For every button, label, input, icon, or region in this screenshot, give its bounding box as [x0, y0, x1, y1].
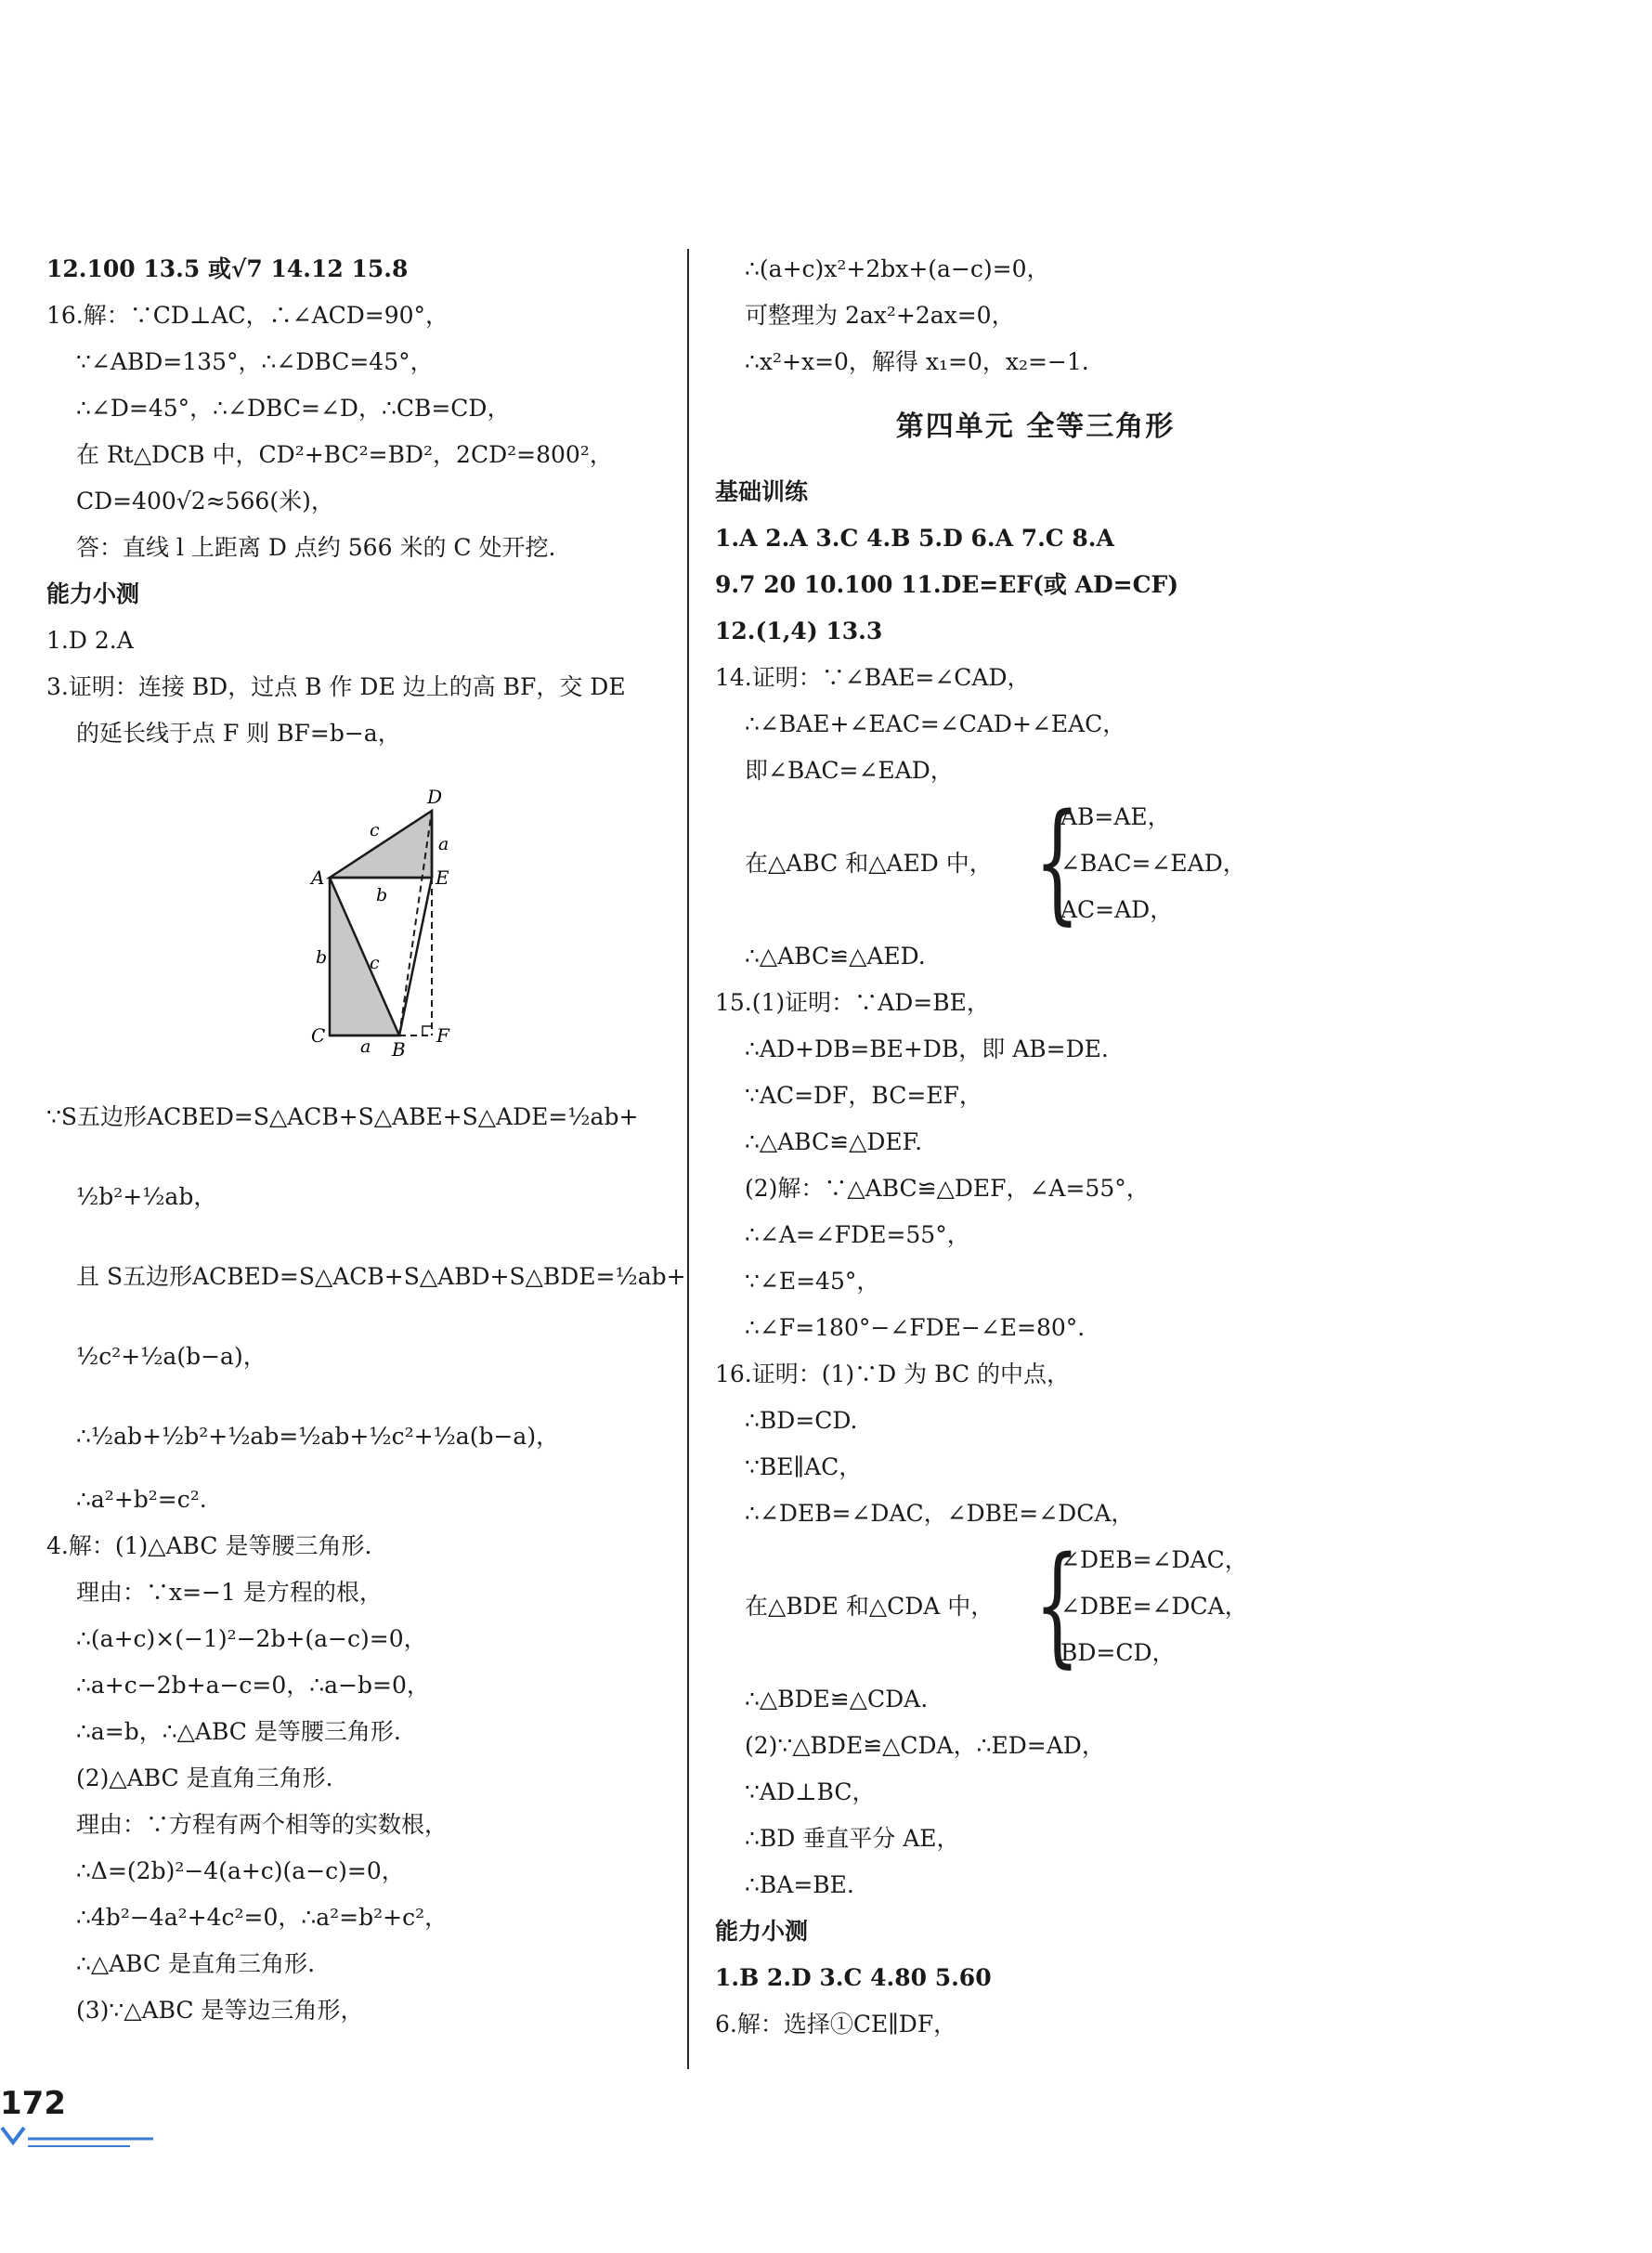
answer-line: ∵BE∥AC，: [745, 1453, 863, 1480]
answer-line: ∵∠ABD=135°，∴∠DBC=45°，: [76, 348, 434, 375]
brace-symbol: {: [1034, 1530, 1080, 1681]
answer-line: ∴BD=CD.: [745, 1407, 858, 1434]
answer-line: 的延长线于点 F 则 BF=b−a，: [76, 720, 401, 747]
answer-line: ½b²+½ab，: [76, 1183, 217, 1210]
answer-line: 答：直线 l 上距离 D 点约 566 米的 C 处开挖.: [76, 534, 556, 561]
label-c-AB: c: [370, 953, 380, 973]
answer-line: ∴Δ=(2b)²−4(a+c)(a−c)=0，: [76, 1857, 405, 1884]
answer-line: ∴BD 垂直平分 AE，: [745, 1825, 960, 1852]
answer-line: ∴△ABC 是直角三角形.: [76, 1950, 316, 1977]
label-b-AE: b: [376, 885, 388, 905]
answer-line: ∴BA=BE.: [745, 1871, 854, 1898]
label-a-DE: a: [438, 834, 449, 854]
brace-item: AB=AE，: [1060, 803, 1171, 830]
answer-line: 理由：∵方程有两个相等的实数根，: [76, 1811, 449, 1838]
answer-line: 1.D 2.A: [46, 627, 134, 654]
label-C: C: [311, 1024, 326, 1047]
answer-line: ∴½ab+½b²+½ab=½ab+½c²+½a(b−a)，: [76, 1423, 560, 1450]
triangle-ACB-shaded: [330, 878, 399, 1035]
answer-line: ∴(a+c)x²+2bx+(a−c)=0，: [745, 255, 1050, 282]
answer-line: 14.证明：∵∠BAE=∠CAD，: [715, 664, 1031, 691]
answer-line: ∴△BDE≌△CDA.: [745, 1686, 929, 1713]
answer-line: (2)解：∵△ABC≌△DEF，∠A=55°，: [745, 1175, 1150, 1202]
answer-line: ∴∠BAE+∠EAC=∠CAD+∠EAC，: [745, 710, 1126, 737]
answer-line: ∵AD⊥BC，: [745, 1778, 876, 1805]
answer-line: 12.(1,4) 13.3: [715, 618, 883, 645]
answer-line: 1.A 2.A 3.C 4.B 5.D 6.A 7.C 8.A: [715, 525, 1114, 552]
page-corner-mark: [0, 2122, 158, 2159]
right-column: [715, 246, 1356, 2048]
answer-line: ∵∠E=45°，: [745, 1268, 880, 1295]
answer-line: 1.B 2.D 3.C 4.80 5.60: [715, 1964, 992, 1991]
brace-symbol: {: [1034, 787, 1080, 938]
answer-line: (3)∵△ABC 是等边三角形，: [76, 1997, 364, 2024]
label-a-CB: a: [360, 1036, 371, 1057]
triangle-ADE-shaded: [330, 811, 432, 878]
answer-line: ∵S五边形ACBED=S△ACB+S△ABE+S△ADE=½ab+: [46, 1103, 639, 1130]
left-column: [46, 246, 686, 2034]
section-heading: 基础训练: [715, 478, 809, 505]
answer-line: 在 Rt△DCB 中，CD²+BC²=BD²，2CD²=800²，: [76, 441, 613, 468]
answer-line: ∴∠DEB=∠DAC，∠DBE=∠DCA，: [745, 1500, 1135, 1527]
proof-brace-group-1: [715, 787, 1356, 938]
section-heading: 能力小测: [715, 1918, 809, 1945]
brace-item: ∠DBE=∠DCA，: [1060, 1593, 1248, 1620]
answer-line: ∴x²+x=0，解得 x₁=0，x₂=−1.: [745, 348, 1089, 375]
brace-item: ∠DEB=∠DAC，: [1060, 1546, 1248, 1573]
answer-line: ∴∠D=45°，∴∠DBC=∠D，∴CB=CD，: [76, 395, 511, 422]
answer-line: ∴AD+DB=BE+DB，即 AB=DE.: [745, 1035, 1109, 1062]
brace-lead: 在△ABC 和△AED 中，: [745, 850, 993, 877]
answer-line: 可整理为 2ax²+2ax=0，: [745, 302, 1015, 329]
answer-line: ∴a²+b²=c².: [76, 1486, 207, 1513]
answer-line: 理由：∵x=−1 是方程的根，: [76, 1579, 383, 1606]
answer-line: ½c²+½a(b−a)，: [76, 1343, 267, 1370]
answer-line: ∴a=b，∴△ABC 是等腰三角形.: [76, 1718, 401, 1745]
answer-line: 15.(1)证明：∵AD=BE，: [715, 989, 990, 1016]
answer-line: ∴∠F=180°−∠FDE−∠E=80°.: [745, 1314, 1086, 1341]
label-A: A: [311, 866, 325, 889]
answer-line: ∴△ABC≌△AED.: [745, 943, 926, 970]
answer-line: ∴4b²−4a²+4c²=0，∴a²=b²+c²，: [76, 1904, 449, 1931]
answer-line: 12.100 13.5 或√7 14.12 15.8: [46, 255, 409, 282]
page-number: 172: [0, 2085, 66, 2122]
label-B: B: [392, 1038, 406, 1061]
label-c-AD: c: [370, 820, 380, 840]
unit-title: 第四单元 全等三角形: [895, 410, 1176, 443]
chevron-down-icon: [2, 2128, 24, 2142]
answer-line: 16.证明：(1)∵D 为 BC 的中点，: [715, 1361, 1071, 1387]
proof-brace-group-2: [715, 1530, 1356, 1681]
answer-line: 4.解：(1)△ABC 是等腰三角形.: [46, 1532, 372, 1559]
answer-line: ∵AC=DF，BC=EF，: [745, 1082, 982, 1109]
brace-item: ∠BAC=∠EAD，: [1060, 850, 1246, 877]
column-divider: [687, 249, 689, 2069]
answer-line: ∴(a+c)×(−1)²−2b+(a−c)=0，: [76, 1625, 427, 1652]
answer-line: 3.证明：连接 BD，过点 B 作 DE 边上的高 BF，交 DE: [46, 673, 626, 700]
label-E: E: [436, 866, 449, 889]
right-angle-mark: [423, 1026, 432, 1035]
geometry-figure: [260, 757, 501, 1077]
answer-line: 16.解：∵CD⊥AC，∴∠ACD=90°，: [46, 302, 449, 329]
answer-line: ∴a+c−2b+a−c=0，∴a−b=0，: [76, 1672, 430, 1699]
brace-item: AC=AD，: [1060, 896, 1174, 923]
answer-line: 即∠BAC=∠EAD，: [745, 757, 954, 784]
brace-item: BD=CD，: [1060, 1639, 1176, 1666]
answer-line: 且 S五边形ACBED=S△ACB+S△ABD+S△BDE=½ab+: [76, 1263, 686, 1290]
answer-line: ∴∠A=∠FDE=55°，: [745, 1221, 970, 1248]
answer-line: (2)∵△BDE≌△CDA，∴ED=AD，: [745, 1732, 1105, 1759]
brace-lead: 在△BDE 和△CDA 中，: [745, 1593, 995, 1620]
answer-line: (2)△ABC 是直角三角形.: [76, 1765, 333, 1791]
label-b-AC: b: [316, 947, 328, 968]
answer-line: 6.解：选择①CE∥DF，: [715, 2011, 957, 2038]
answer-line: CD=400√2≈566(米)，: [76, 488, 334, 514]
segment-BE: [399, 878, 432, 1035]
answer-line: 9.7 20 10.100 11.DE=EF(或 AD=CF): [715, 571, 1179, 598]
label-F: F: [436, 1024, 449, 1047]
section-heading: 能力小测: [46, 580, 140, 607]
label-D: D: [427, 786, 443, 808]
answer-line: ∴△ABC≌△DEF.: [745, 1128, 923, 1155]
